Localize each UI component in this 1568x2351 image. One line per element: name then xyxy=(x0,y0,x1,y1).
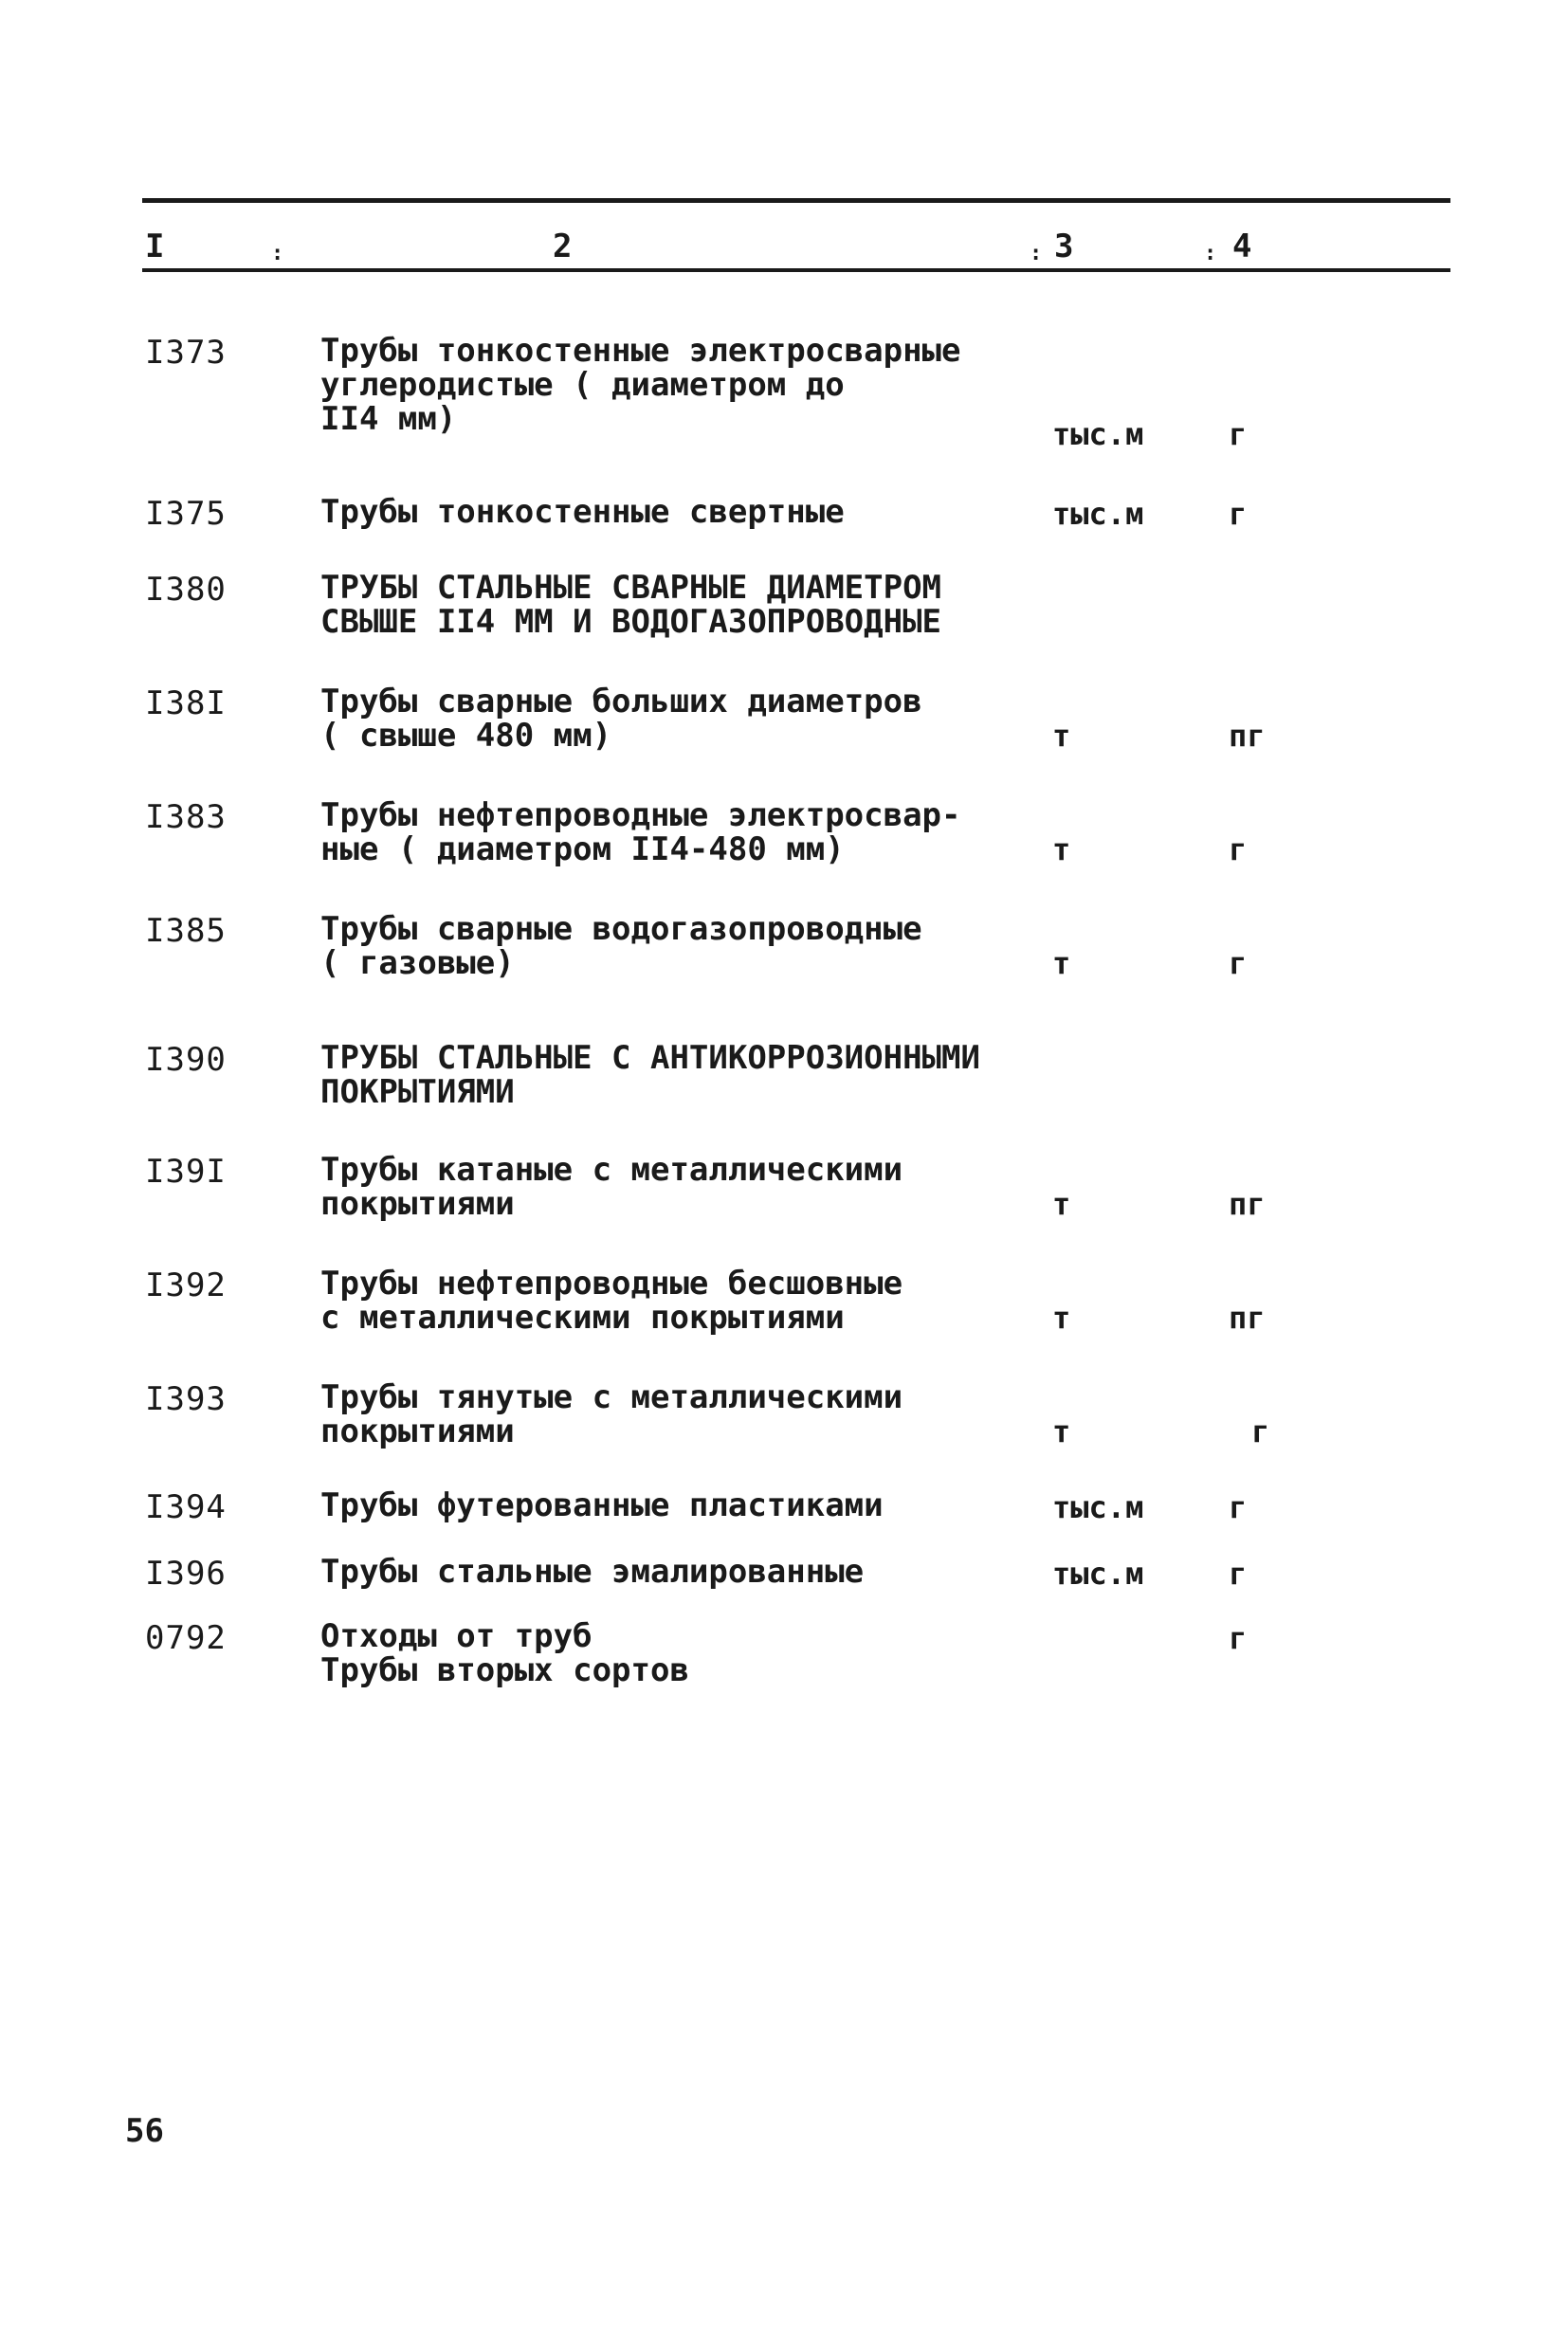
row-code: I38I xyxy=(145,684,227,722)
row-name: Трубы катаные с металлическими покрытиями xyxy=(320,1151,903,1223)
row-name: Трубы нефтепроводные бесшовные с металлическими покрытиями xyxy=(320,1265,903,1337)
row-flag: г xyxy=(1229,1489,1248,1525)
top-rule xyxy=(142,198,1450,203)
row-name: Трубы тонкостенные электросварные углеродистые ( диаметром до II4 мм) xyxy=(320,332,961,438)
row-code: I392 xyxy=(145,1267,227,1304)
column-header-1: I xyxy=(145,228,165,265)
row-code: I373 xyxy=(145,334,227,372)
row-code: I385 xyxy=(145,912,227,950)
row-name: Отходы от труб Трубы вторых сортов xyxy=(320,1617,689,1689)
row-unit: т xyxy=(1052,1300,1071,1336)
row-code: I383 xyxy=(145,798,227,836)
column-header-2: 2 xyxy=(553,228,573,265)
row-name: Трубы нефтепроводные электросвар- ные ( диаметром II4-480 мм) xyxy=(320,796,961,868)
row-flag: пг xyxy=(1229,1300,1266,1336)
column-separator: : xyxy=(271,242,284,265)
row-unit: т xyxy=(1052,1186,1071,1222)
header-rule xyxy=(142,268,1450,272)
row-unit: т xyxy=(1052,718,1071,754)
row-flag: г xyxy=(1229,1556,1248,1592)
column-separator: : xyxy=(1204,242,1217,265)
column-separator: : xyxy=(1030,242,1043,265)
row-flag: пг xyxy=(1229,718,1266,754)
row-flag: г xyxy=(1229,496,1248,532)
row-name: ТРУБЫ СТАЛЬНЫЕ С АНТИКОРРОЗИОННЫМИ ПОКРЫТИЯМИ xyxy=(320,1039,980,1111)
column-header-3: 3 xyxy=(1054,228,1074,265)
row-code: I394 xyxy=(145,1488,227,1526)
row-flag: г xyxy=(1229,945,1248,981)
row-unit: тыс.м xyxy=(1052,416,1144,452)
row-name: Трубы сварные водогазопроводные ( газовые) xyxy=(320,910,922,982)
row-name: Трубы футерованные пластиками xyxy=(320,1486,884,1524)
row-code: I380 xyxy=(145,571,227,609)
row-code: I396 xyxy=(145,1555,227,1593)
row-flag: г xyxy=(1229,831,1248,867)
row-flag: г xyxy=(1229,416,1248,452)
row-code: I39I xyxy=(145,1153,227,1191)
row-flag: г xyxy=(1251,1413,1270,1449)
row-unit: тыс.м xyxy=(1052,1556,1144,1592)
row-code: 0792 xyxy=(145,1619,227,1657)
row-name: Трубы тянутые с металлическими покрытиями xyxy=(320,1378,903,1450)
row-code: I390 xyxy=(145,1041,227,1079)
row-flag: пг xyxy=(1229,1186,1266,1222)
row-code: I375 xyxy=(145,495,227,533)
row-unit: т xyxy=(1052,945,1071,981)
row-unit: тыс.м xyxy=(1052,496,1144,532)
row-flag: г xyxy=(1229,1620,1248,1656)
row-unit: т xyxy=(1052,831,1071,867)
row-name: Трубы тонкостенные свертные xyxy=(320,493,845,531)
row-name: Трубы сварные больших диаметров ( свыше 480 мм) xyxy=(320,683,922,755)
row-unit: тыс.м xyxy=(1052,1489,1144,1525)
row-name: ТРУБЫ СТАЛЬНЫЕ СВАРНЫЕ ДИАМЕТРОМ СВЫШЕ II4 ММ И ВОДОГАЗОПРОВОДНЫЕ xyxy=(320,569,942,641)
row-code: I393 xyxy=(145,1380,227,1418)
row-name: Трубы стальные эмалированные xyxy=(320,1553,865,1591)
column-header-4: 4 xyxy=(1232,228,1252,265)
row-unit: т xyxy=(1052,1413,1071,1449)
page-number: 56 xyxy=(125,2112,164,2150)
